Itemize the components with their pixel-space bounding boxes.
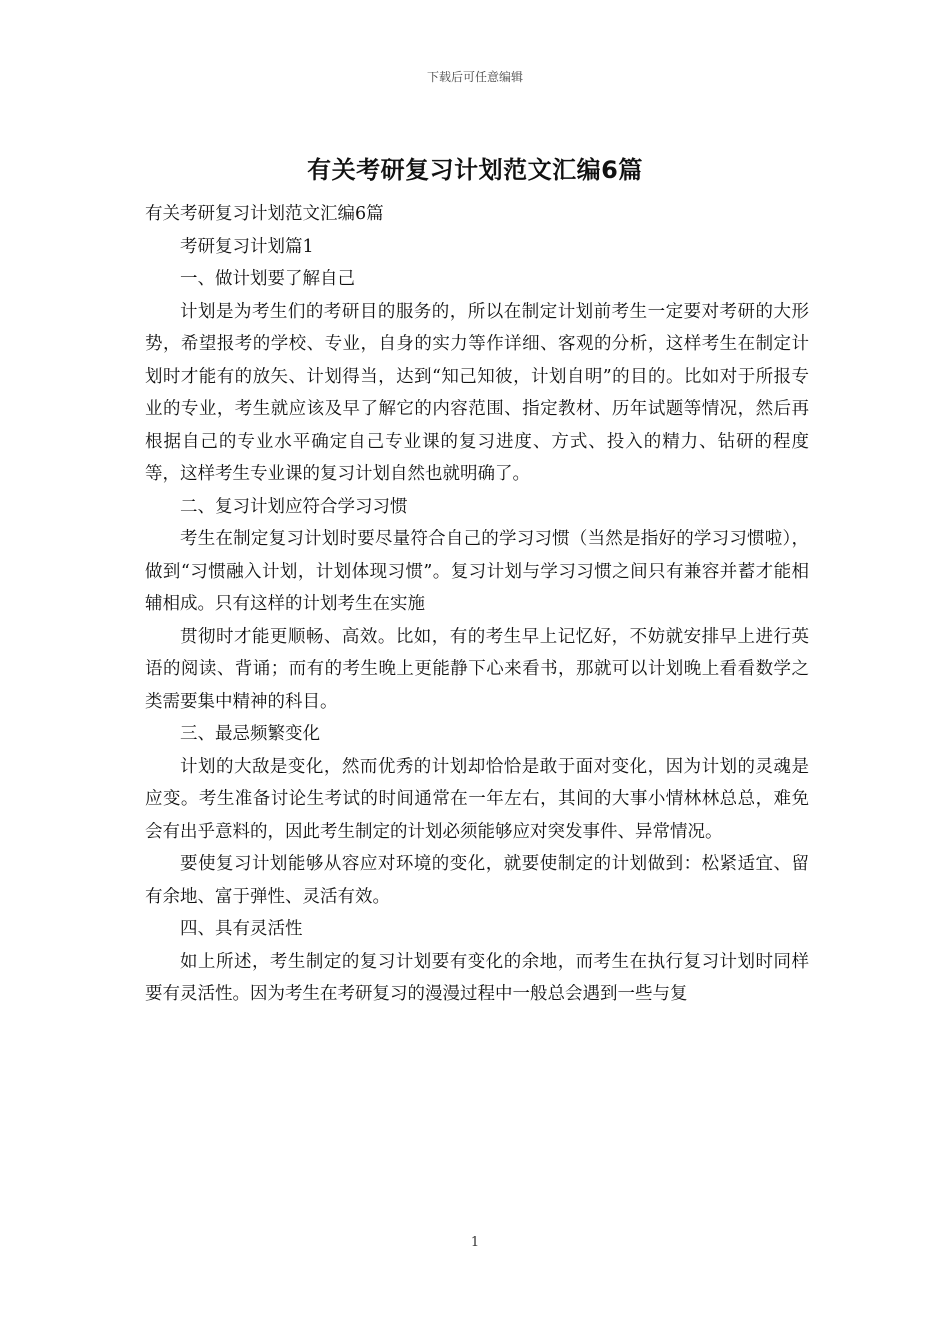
paragraph: 考生在制定复习计划时要尽量符合自己的学习习惯（当然是指好的学习习惯啦），做到“习惯融入计划，计划体现习惯”。复习计划与学习习惯之间只有兼容并蓄才能相辅相成。只有这样的计划考生在实施 bbox=[145, 529, 809, 614]
section-heading: 一、做计划要了解自己 bbox=[180, 269, 355, 289]
page-number: 1 bbox=[470, 1235, 480, 1250]
document-title: 有关考研复习计划范文汇编6篇 bbox=[307, 156, 643, 184]
section-heading: 二、复习计划应符合学习习惯 bbox=[180, 496, 408, 517]
paragraph: 要使复习计划能够从容应对环境的变化，就要使制定的计划做到：松紧适宜、留有余地、富于弹性、灵活有效。 bbox=[145, 854, 809, 907]
paragraph: 计划是为考生们的考研目的服务的，所以在制定计划前考生一定要对考研的大形势，希望报考的学校、专业，自身的实力等作详细、客观的分析，这样考生在制定计划时才能有的放矢、计划得当，达到“知己知彼，计划自明”的目的。比如对于所报专业的专业，考生就应该及早了解它的内容范围、指定教材、历年试题等情况，然后再根据自己的专业水平确定自己专业课的复习进度、方式、投入的精力、钻研的程度等，这样考生专业课的复习计划自然也就明确了。 bbox=[145, 301, 809, 484]
document-body bbox=[145, 198, 809, 1011]
paragraph: 有关考研复习计划范文汇编6篇 bbox=[145, 204, 384, 224]
section-heading: 三、最忌频繁变化 bbox=[180, 724, 320, 744]
paragraph: 贯彻时才能更顺畅、高效。比如，有的考生早上记忆好，不妨就安排早上进行英语的阅读、背诵；而有的考生晚上更能静下心来看书，那就可以计划晚上看看数学之类需要集中精神的科目。 bbox=[145, 626, 809, 712]
paragraph: 如上所述，考生制定的复习计划要有变化的余地，而考生在执行复习计划时同样要有灵活性。因为考生在考研复习的漫漫过程中一般总会遇到一些与复 bbox=[145, 951, 809, 1004]
page-header: 下载后可任意编辑 bbox=[426, 70, 523, 84]
section-heading: 四、具有灵活性 bbox=[180, 919, 303, 939]
section-heading: 考研复习计划篇1 bbox=[180, 236, 314, 257]
paragraph: 计划的大敌是变化，然而优秀的计划却恰恰是敢于面对变化，因为计划的灵魂是应变。考生准备讨论生考试的时间通常在一年左右，其间的大事小情林林总总，难免会有出乎意料的，因此考生制定的计划必须能够应对突发事件、异常情况。 bbox=[145, 756, 809, 842]
